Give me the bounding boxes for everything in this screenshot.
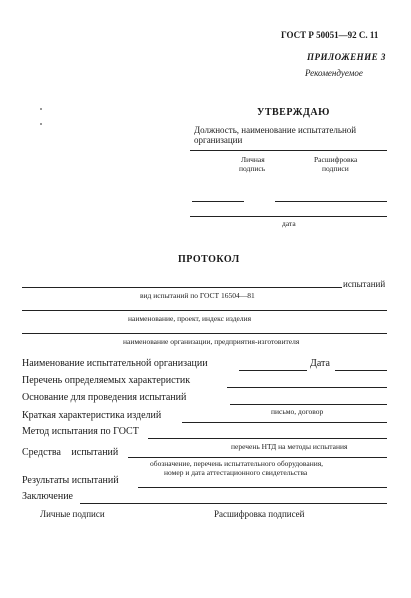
date-value-line <box>335 370 387 371</box>
results-line <box>138 487 387 488</box>
standard-number: ГОСТ Р 50051—92 С. 11 <box>281 30 379 40</box>
conclusion-line <box>80 503 387 504</box>
conclusion-label: Заключение <box>22 491 73 502</box>
decoding-line <box>275 201 387 202</box>
org-line <box>239 370 307 371</box>
method-line <box>148 438 387 439</box>
signature-line <box>192 201 244 202</box>
means-label: Средства испытаний <box>22 447 119 458</box>
decoding-label: Расшифровка подписей <box>214 509 305 519</box>
date-line <box>190 216 387 217</box>
product-line <box>22 310 387 311</box>
characteristics-label: Перечень определяемых характеристик <box>22 375 191 386</box>
brief-label: Краткая характеристика изделий <box>22 410 162 421</box>
product-caption: наименование, проект, индекс изделия <box>128 314 252 323</box>
signatures-label: Личные подписи <box>40 509 105 519</box>
test-type-line <box>22 287 342 288</box>
scan-speck <box>40 123 42 125</box>
manufacturer-line <box>22 333 387 334</box>
method-label: Метод испытания по ГОСТ <box>22 426 139 437</box>
personal-signature-caption: Личная <box>241 155 265 164</box>
method-caption: перечень НТД на методы испытания <box>231 442 348 451</box>
basis-line <box>230 404 387 405</box>
tests-word: испытаний <box>343 279 386 289</box>
basis-caption: письмо, договор <box>271 407 324 416</box>
scan-speck <box>40 108 42 110</box>
approval-position-line2: организации <box>194 135 243 145</box>
means-caption: обозначение, перечень испытательного оборудования, <box>150 459 324 468</box>
date-label: Дата <box>310 358 330 369</box>
approval-title: УТВЕРЖДАЮ <box>257 107 330 118</box>
means-line <box>128 457 387 458</box>
decoding-caption: подписи <box>322 164 349 173</box>
means-caption: номер и дата аттестационного свидетельства <box>164 468 308 477</box>
basis-label: Основание для проведения испытаний <box>22 392 187 403</box>
approval-position-line1: Должность, наименование испытательной <box>194 125 357 135</box>
brief-line <box>182 422 387 423</box>
appendix-title: ПРИЛОЖЕНИЕ 3 <box>307 52 386 62</box>
org-label: Наименование испытательной организации <box>22 358 208 369</box>
appendix-subtitle: Рекомендуемое <box>305 68 363 78</box>
characteristics-line <box>227 387 387 388</box>
test-type-caption: вид испытаний по ГОСТ 16504—81 <box>140 291 255 300</box>
personal-signature-caption: подпись <box>239 164 266 173</box>
date-caption: дата <box>282 219 296 228</box>
approval-position-line <box>190 150 387 151</box>
results-label: Результаты испытаний <box>22 475 119 486</box>
decoding-caption: Расшифровка <box>314 155 358 164</box>
manufacturer-caption: наименование организации, предприятия-изготовителя <box>123 337 300 346</box>
protocol-title: ПРОТОКОЛ <box>178 254 240 265</box>
